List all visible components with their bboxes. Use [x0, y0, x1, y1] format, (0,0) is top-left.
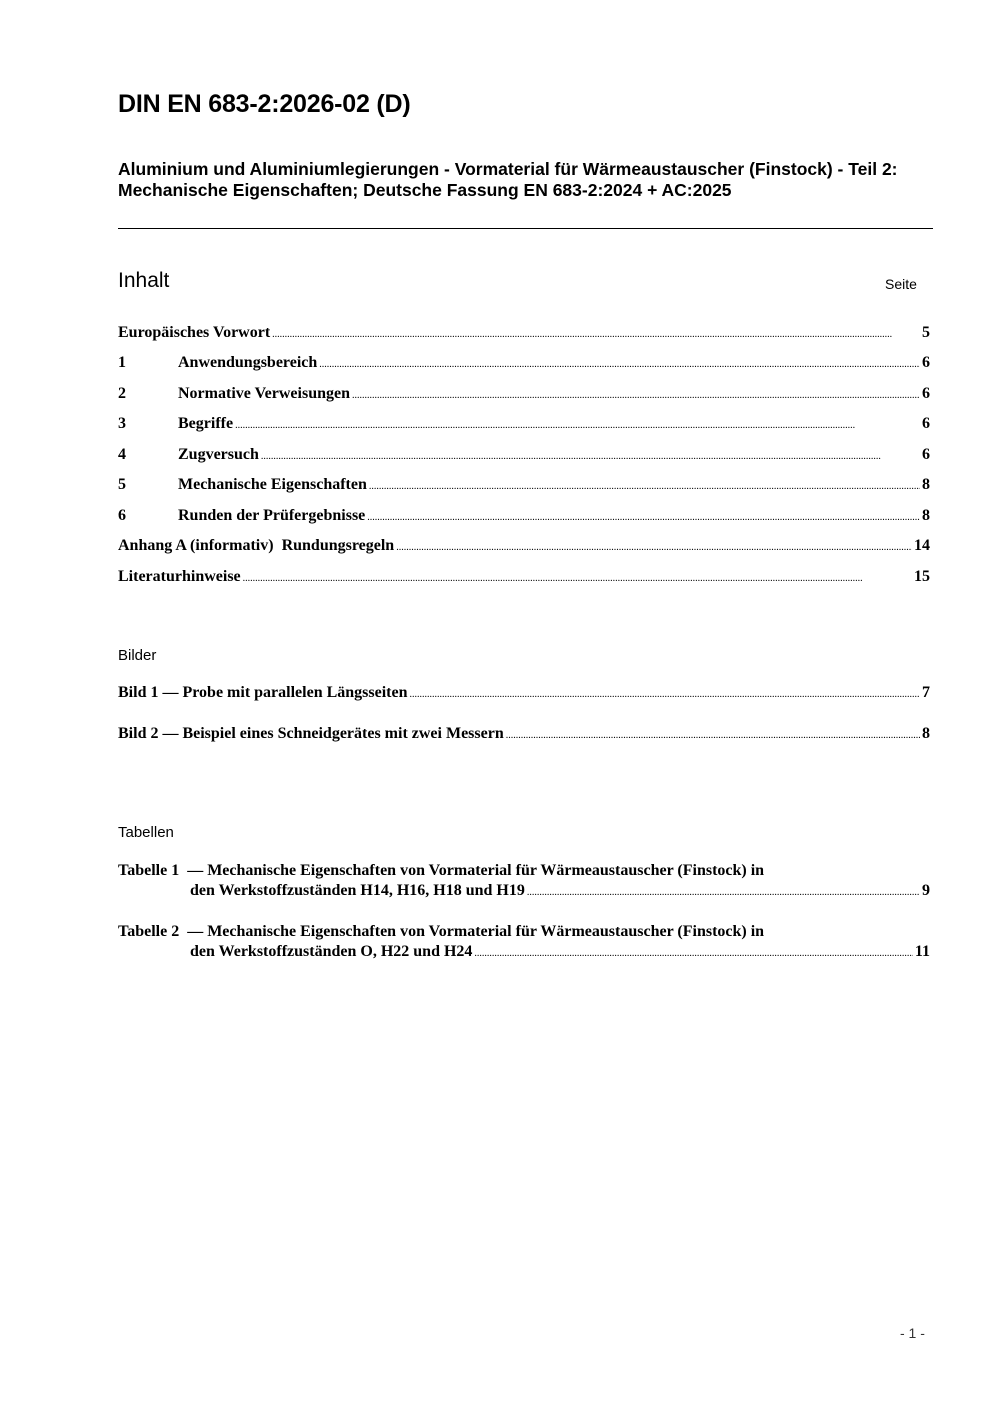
toc-entry-text: Anhang A (informativ) Rundungsregeln	[118, 537, 395, 554]
table-entry-continuation	[118, 882, 930, 904]
table-entry-page: 9	[922, 882, 930, 899]
figures-heading: Bilder	[118, 647, 157, 664]
toc-heading: Inhalt	[118, 269, 170, 292]
tables-heading: Tabellen	[118, 824, 174, 841]
toc-entry-6[interactable]	[118, 507, 930, 529]
toc-leader	[272, 324, 920, 342]
toc-entry-anhang-a[interactable]	[118, 537, 930, 559]
table-entry-1[interactable]	[118, 860, 930, 904]
toc-leader	[319, 354, 920, 372]
title-divider	[118, 228, 933, 229]
toc-entry-number: 6	[118, 507, 126, 524]
toc-entry-number: 4	[118, 446, 126, 463]
table-entry-subtitle: den Werkstoffzuständen H14, H16, H18 und H19	[190, 882, 525, 899]
toc-entry-page: 6	[922, 385, 930, 402]
toc-entry-page: 14	[914, 537, 930, 554]
toc-entry-literatur[interactable]	[118, 568, 930, 590]
document-id: DIN EN 683-2:2026-02 (D)	[118, 90, 411, 118]
page-number: - 1 -	[900, 1325, 925, 1341]
toc-entry-text: Mechanische Eigenschaften	[178, 476, 367, 493]
figure-entry-1[interactable]	[118, 684, 930, 706]
figure-entry-text: Bild 2 — Beispiel eines Schneidgerätes mit zwei Messern	[118, 725, 504, 742]
toc-entry-page: 6	[922, 415, 930, 432]
toc-entry-page: 8	[922, 507, 930, 524]
toc-leader	[409, 684, 920, 702]
toc-leader	[243, 568, 912, 586]
toc-leader	[261, 446, 920, 464]
toc-entry-page: 6	[922, 354, 930, 371]
toc-entry-page: 8	[922, 476, 930, 493]
table-entry-title: Tabelle 1 — Mechanische Eigenschaften von Vormaterial für Wärmeaustauscher (Finstock) in	[118, 862, 765, 879]
toc-entry-text: Normative Verweisungen	[178, 385, 350, 402]
figure-entry-page: 8	[922, 725, 930, 742]
toc-entry-text: Zugversuch	[178, 446, 259, 463]
figure-entry-page: 7	[922, 684, 930, 701]
toc-leader	[474, 943, 912, 961]
toc-entry-3[interactable]	[118, 415, 930, 437]
table-entry-continuation	[118, 943, 930, 965]
toc-leader	[235, 415, 920, 433]
table-entry-subtitle: den Werkstoffzuständen O, H22 und H24	[190, 943, 473, 960]
toc-entry-text: Europäisches Vorwort	[118, 324, 271, 341]
toc-entry-5[interactable]	[118, 476, 930, 498]
table-entry-title: Tabelle 2 — Mechanische Eigenschaften von Vormaterial für Wärmeaustauscher (Finstock) in	[118, 923, 765, 940]
toc-entry-text: Runden der Prüfergebnisse	[178, 507, 366, 524]
toc-leader	[396, 537, 912, 555]
toc-entry-text: Literaturhinweise	[118, 568, 241, 585]
toc-entry-text: Anwendungsbereich	[178, 354, 318, 371]
toc-entry-text: Begriffe	[178, 415, 234, 432]
toc-entry-number: 2	[118, 385, 126, 402]
toc-entry-2[interactable]	[118, 385, 930, 407]
page-column-label: Seite	[885, 276, 917, 292]
toc-entry-page: 6	[922, 446, 930, 463]
figure-entry-text: Bild 1 — Probe mit parallelen Längsseiten	[118, 684, 408, 701]
toc-leader	[506, 725, 920, 743]
toc-leader	[527, 882, 920, 900]
table-entry-2[interactable]	[118, 921, 930, 965]
toc-leader	[352, 385, 920, 403]
toc-entry-page: 15	[914, 568, 930, 585]
toc-entry-vorwort[interactable]	[118, 324, 930, 346]
toc-entry-number: 3	[118, 415, 126, 432]
toc-leader	[367, 507, 920, 525]
toc-entry-number: 5	[118, 476, 126, 493]
toc-entry-number: 1	[118, 354, 126, 371]
document-title: Aluminium und Aluminiumlegierungen - Vormaterial für Wärmeaustauscher (Finstock) - Teil 2: Mechanische Eigenschaften; Deutsche Fassung EN 683-2:2024 + AC:2025	[118, 159, 898, 200]
toc-entry-1[interactable]	[118, 354, 930, 376]
figure-entry-2[interactable]	[118, 725, 930, 747]
toc-leader	[369, 476, 920, 494]
toc-entry-page: 5	[922, 324, 930, 341]
table-entry-page: 11	[914, 943, 930, 960]
toc-entry-4[interactable]	[118, 446, 930, 468]
